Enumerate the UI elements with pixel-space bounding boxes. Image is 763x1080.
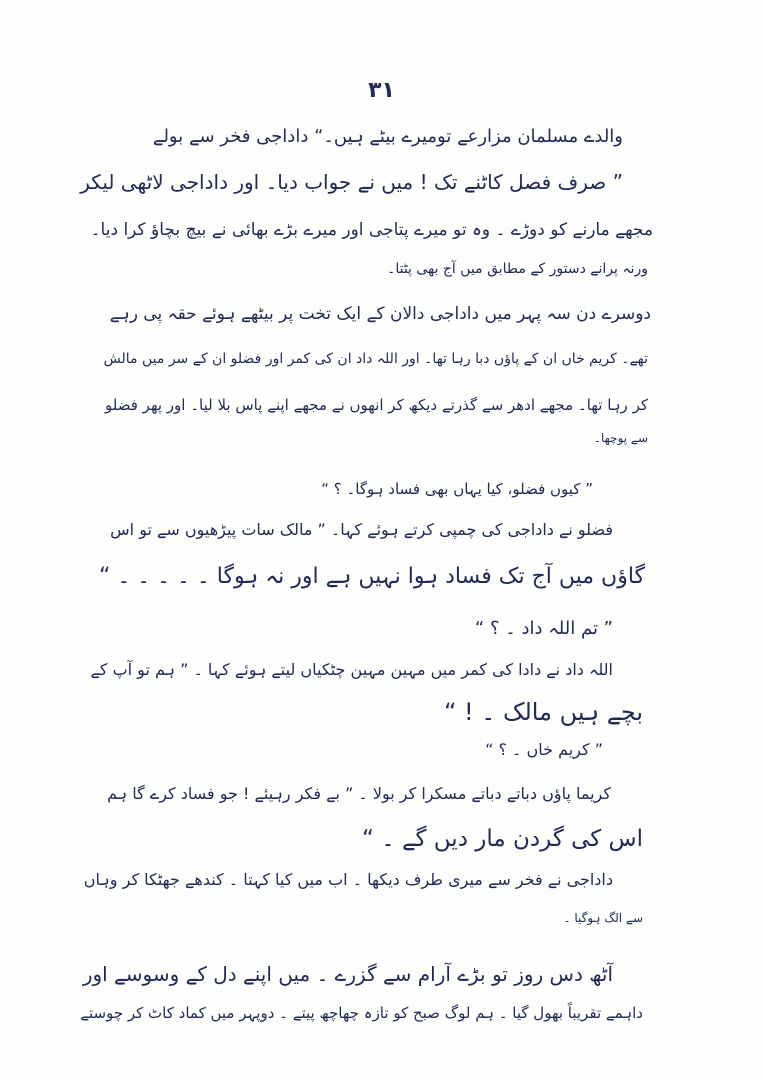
- text-line-4: ورنہ پرانے دستور کے مطابق میں آج بھی پٹتا۔: [387, 261, 648, 277]
- text-line-16: کریما پاؤں دباتے دباتے مسکرا کر بولا ۔ ” بے فکر رہیئے ! جو فساد کرے گا ہم: [107, 784, 611, 803]
- page-number: ۳۱: [368, 78, 395, 103]
- text-line-18: داداجی نے فخر سے میری طرف دیکھا ۔ اب میں کیا کہتا ۔ کندھے جھٹکا کر وہاں: [83, 870, 613, 889]
- text-line-3: مجھے مارنے کو دوڑے ۔ وہ تو میرے پتاجی اور میرے بڑے بھائی نے بیچ بچاؤ کرا دیا۔: [90, 220, 653, 240]
- text-line-12: ” تم اللہ داد ۔ ؟ “: [474, 618, 613, 639]
- text-line-13: اللہ داد نے دادا کی کمر میں مہین مہین چٹکیاں لیتے ہوئے کہا ۔ ” ہم تو آپ کے: [90, 660, 613, 679]
- text-line-6: تھے۔ کریم خاں ان کے پاؤں دبا رہا تھا۔ اور اللہ داد ان کی کمر اور فضلو ان کے سر میں مالش: [103, 351, 648, 367]
- text-line-8: سے پوچھا۔: [593, 431, 648, 445]
- text-line-5: دوسرے دن سہ پہر میں داداجی دالان کے ایک تخت پر بیٹھے ہوئے حقہ پی رہے: [109, 304, 651, 324]
- text-line-2: ” صرف فصل کاٹنے تک ! میں نے جواب دیا۔ اور داداجی لاٹھی لیکر: [80, 170, 623, 194]
- text-line-15: ” کریم خاں ۔ ؟ “: [485, 740, 603, 759]
- text-line-19: سے الگ ہوگیا ۔: [563, 911, 643, 925]
- text-line-10: فضلو نے داداجی کی چمپی کرتے ہوئے کہا۔ ” مالک سات پیڑھیوں سے تو اس: [110, 520, 613, 539]
- text-line-17: اس کی گردن مار دیں گے ۔ “: [362, 826, 643, 852]
- text-line-20: آٹھ دس روز تو بڑے آرام سے گزرے ۔ میں اپنے دل کے وسوسے اور: [82, 962, 613, 986]
- text-line-14: بچے ہیں مالک ۔ ! “: [443, 698, 643, 726]
- text-line-7: کر رہا تھا۔ مجھے ادھر سے گذرتے دیکھ کر انھوں نے مجھے اپنے پاس بلا لیا۔ اور پھر فضلو: [105, 396, 648, 414]
- text-line-1: والدے مسلمان مزارعے تومیرے بیٹے ہیں۔“ داداجی فخر سے بولے: [152, 126, 623, 147]
- text-line-21: داہمے تقریباً بھول گیا ۔ ہم لوگ صبح کو تازہ چھاچھ پیتے ۔ دوپہر میں کماد کاٹ کر چوستے: [80, 1004, 643, 1022]
- text-line-9: ” کیوں فضلو، کیا یہاں بھی فساد ہوگا۔ ؟ “: [321, 480, 593, 498]
- text-line-11: گاؤں میں آج تک فساد ہوا نہیں ہے اور نہ ہوگا ۔ ۔ ۔ ۔ ۔ “: [99, 564, 645, 589]
